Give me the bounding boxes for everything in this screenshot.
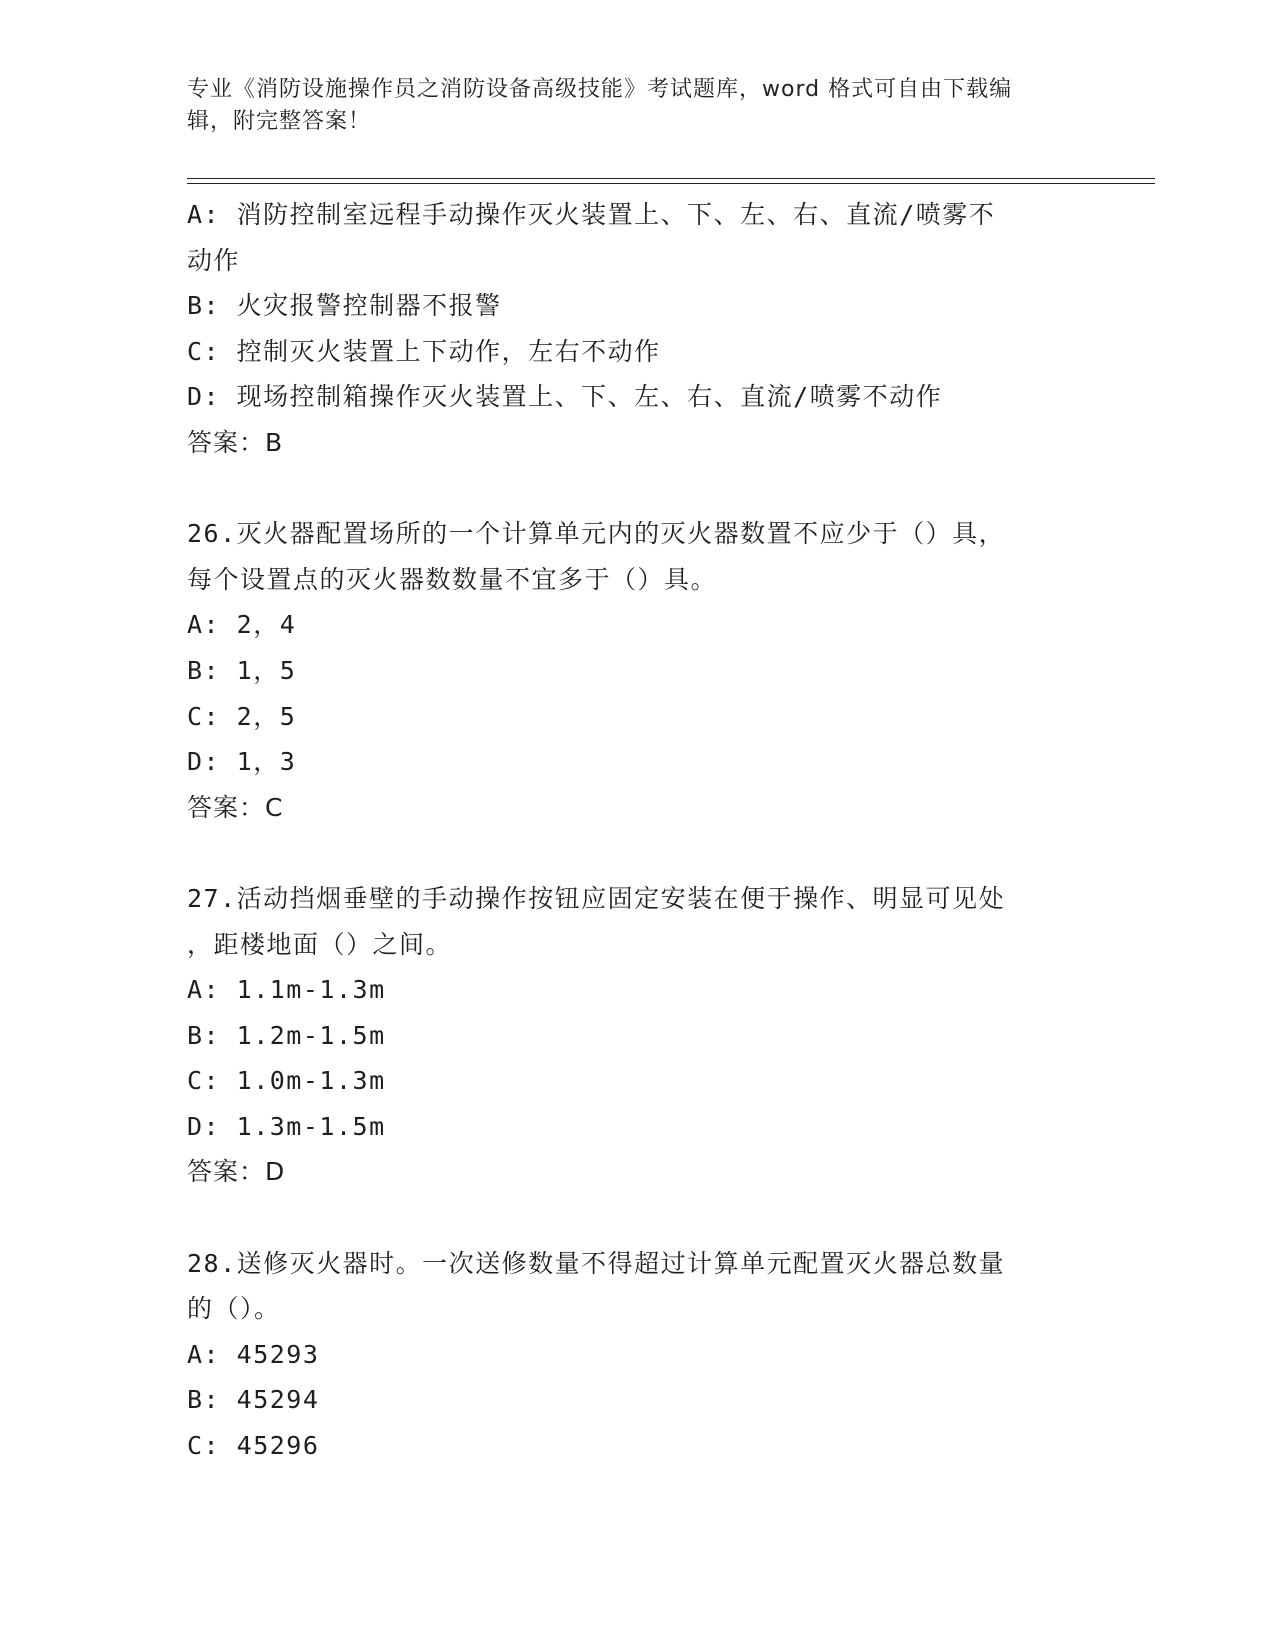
- option-a: A: 1.1m-1.3m: [187, 975, 386, 1005]
- header-divider-top: [187, 178, 1155, 179]
- question-stem-line-1: 26.灭火器配置场所的一个计算单元内的灭火器数置不应少于（）具，: [187, 519, 1006, 549]
- document-body: [187, 192, 1087, 1469]
- option-c: C: 1.0m-1.3m: [187, 1066, 386, 1096]
- option-a-line-1: A: 消防控制室远程手动操作灭火装置上、下、左、右、直流/喷雾不: [187, 200, 996, 229]
- question-25: [187, 192, 1087, 466]
- option-a-line-2: 动作: [187, 245, 241, 275]
- spacer: [187, 466, 1087, 512]
- document-header: [187, 74, 1067, 138]
- header-divider-bottom: [187, 183, 1155, 184]
- option-c: C: 45296: [187, 1431, 320, 1461]
- header-line-1: 专业《消防设施操作员之消防设备高级技能》考试题库，word 格式可自由下载编: [187, 77, 1013, 102]
- spacer: [187, 830, 1087, 876]
- question-26: [187, 511, 1087, 830]
- answer: 答案：C: [187, 792, 284, 822]
- answer: 答案：B: [187, 427, 284, 457]
- question-stem-line-1: 27.活动挡烟垂壁的手动操作按钮应固定安装在便于操作、明显可见处: [187, 883, 1006, 913]
- question-stem-line-2: ，距楼地面（）之间。: [187, 929, 453, 959]
- option-b: B: 火灾报警控制器不报警: [187, 291, 502, 321]
- option-d: D: 1，3: [187, 747, 297, 777]
- question-stem-line-2: 的（）。: [187, 1294, 281, 1324]
- spacer: [187, 1195, 1087, 1241]
- question-stem-line-2: 每个设置点的灭火器数数量不宜多于（）具。: [187, 564, 718, 594]
- option-b: B: 45294: [187, 1385, 320, 1415]
- answer: 答案：D: [187, 1157, 286, 1187]
- option-a: A: 45293: [187, 1339, 320, 1369]
- option-b: B: 1.2m-1.5m: [187, 1020, 386, 1050]
- question-28: [187, 1241, 1087, 1469]
- question-stem-line-1: 28.送修灭火器时。一次送修数量不得超过计算单元配置灭火器总数量: [187, 1248, 1006, 1278]
- header-line-2: 辑，附完整答案！: [187, 109, 372, 134]
- option-d: D: 1.3m-1.5m: [187, 1111, 386, 1141]
- question-27: [187, 876, 1087, 1195]
- option-c: C: 2，5: [187, 701, 297, 731]
- option-d: D: 现场控制箱操作灭火装置上、下、左、右、直流/喷雾不动作: [187, 382, 943, 412]
- option-a: A: 2，4: [187, 610, 297, 640]
- option-c: C: 控制灭火装置上下动作，左右不动作: [187, 336, 661, 366]
- option-b: B: 1，5: [187, 655, 297, 685]
